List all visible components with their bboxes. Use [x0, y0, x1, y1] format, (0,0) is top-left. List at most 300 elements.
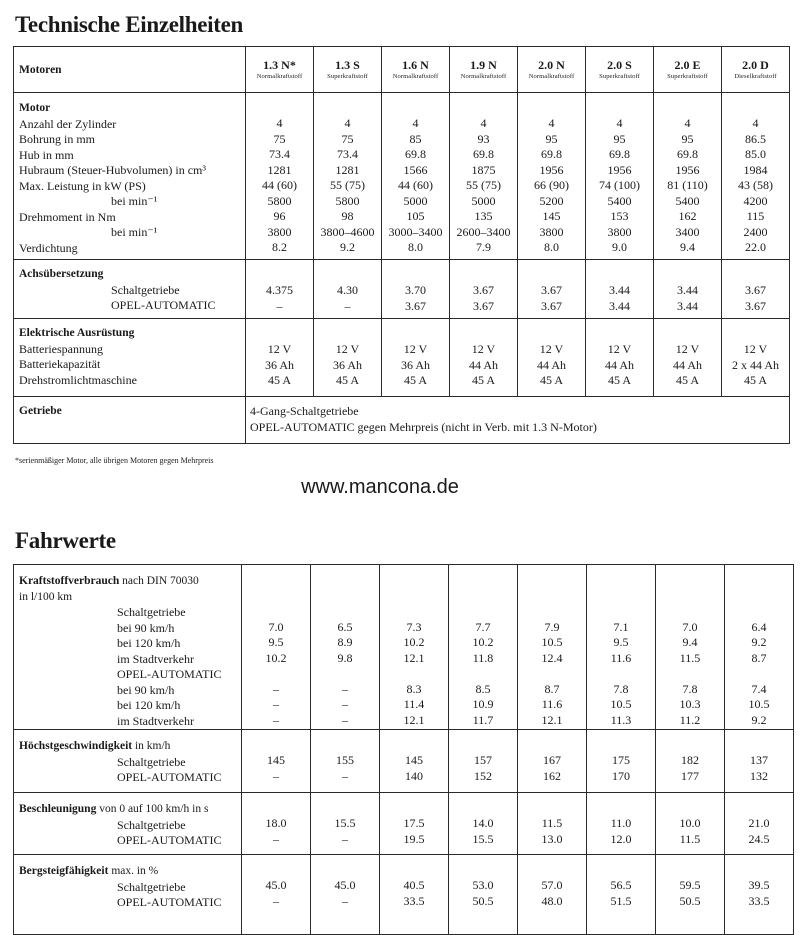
- beschl-label: Schaltgetriebe: [117, 817, 186, 832]
- hoechst-value: 177: [681, 768, 699, 783]
- beschl-value: 21.0: [748, 816, 770, 830]
- kraft-value: [449, 666, 517, 682]
- berg-value-cell: [311, 855, 380, 935]
- hoechst-value-cell: [242, 730, 311, 793]
- motor-value: 162: [678, 209, 697, 223]
- kraft-value: –: [273, 681, 279, 696]
- motor-value: 44 (60): [262, 178, 297, 192]
- kraft-value: 6.5: [337, 619, 353, 634]
- motor-value: 5000: [403, 193, 428, 208]
- kraft-value: –: [342, 712, 348, 727]
- elek-value-cell: [586, 319, 654, 397]
- kraft-value: 11.5: [679, 650, 701, 665]
- kraft-value-cell: [518, 565, 587, 730]
- engine-name: 2.0 S: [607, 58, 632, 72]
- motor-value: 22.0: [745, 240, 766, 254]
- kraft-value: 7.8: [613, 681, 629, 696]
- berg-value-cell: [518, 855, 587, 935]
- elek-label: Batteriekapazität: [19, 357, 101, 371]
- getriebe-heading: Getriebe: [19, 405, 62, 417]
- achs-value: 3.67: [541, 283, 562, 297]
- motor-label: Drehmoment in Nm: [19, 209, 116, 224]
- achs-value: 3.44: [609, 283, 630, 297]
- motoren-cell: [14, 47, 246, 93]
- beschl-value: 19.5: [403, 831, 425, 846]
- beschl-section: [14, 793, 794, 855]
- kraft-label: bei 90 km/h: [117, 620, 175, 635]
- beschl-value: 15.5: [334, 816, 356, 830]
- berg-value: 45.0: [334, 878, 356, 892]
- beschl-value-cell: [518, 793, 587, 855]
- motor-value: 7.9: [476, 240, 491, 254]
- achs-value-cell: [314, 260, 382, 319]
- hoechst-value: 175: [612, 753, 630, 767]
- achs-value: 3.67: [745, 298, 766, 313]
- hoechst-value: 137: [750, 753, 768, 767]
- motor-value: 9.2: [340, 240, 355, 254]
- kraft-value: 7.1: [613, 619, 629, 634]
- elek-value: 45 A: [267, 373, 291, 387]
- kraft-value: 11.8: [472, 650, 494, 665]
- engine-name: 2.0 D: [742, 58, 769, 72]
- elek-label: Batteriespannung: [19, 341, 103, 356]
- kraft-value: [311, 604, 379, 620]
- getriebe-line1: 4-Gang-Schaltgetriebe: [250, 404, 359, 418]
- motor-label: Hub in mm: [19, 147, 74, 162]
- motor-value: 4: [548, 116, 555, 130]
- hoechst-value: 132: [750, 768, 768, 783]
- kraft-value: [242, 666, 310, 682]
- kraft-value: 7.0: [268, 619, 284, 634]
- kraft-value: 9.5: [268, 635, 284, 649]
- hoechst-value: 152: [474, 768, 492, 783]
- motor-value: 3400: [675, 224, 700, 239]
- motor-value: 81 (110): [667, 178, 708, 192]
- kraft-value: 6.4: [751, 619, 767, 634]
- beschl-value-cell: [656, 793, 725, 855]
- hoechst-value: 162: [543, 768, 561, 783]
- motor-value: 1956: [539, 162, 564, 177]
- kraft-value: 8.7: [544, 681, 560, 696]
- berg-value-cell: [725, 855, 794, 935]
- kraft-value-cell: [449, 565, 518, 730]
- kraft-value-cell: [311, 565, 380, 730]
- kraft-value: 11.2: [679, 712, 701, 727]
- motor-value: 4: [616, 116, 623, 130]
- motor-value: 5000: [471, 193, 496, 208]
- motor-value: 5200: [539, 193, 564, 208]
- kraft-value: 8.5: [475, 681, 491, 696]
- motor-value: 3800: [607, 224, 632, 239]
- kraft-value: –: [342, 681, 348, 696]
- motor-value-cell: [722, 93, 790, 260]
- beschl-value: 12.0: [610, 831, 632, 846]
- hoechst-value: 145: [267, 753, 285, 767]
- hoechst-label: OPEL-AUTOMATIC: [117, 770, 222, 784]
- elek-value: 12 V: [539, 342, 564, 356]
- elek-value: 36 Ah: [264, 357, 294, 372]
- elek-label: Drehstromlichtmaschine: [19, 372, 137, 387]
- beschl-value-cell: [449, 793, 518, 855]
- achs-value: –: [276, 298, 283, 313]
- elek-value: 45 A: [607, 373, 631, 387]
- motor-value: 1875: [471, 162, 496, 177]
- motor-value: 55 (75): [330, 178, 365, 192]
- kraft-value: –: [273, 712, 279, 727]
- motor-value: 105: [406, 209, 425, 223]
- getriebe-line2: OPEL-AUTOMATIC gegen Mehrpreis (nicht in Verb. mit 1.3 N-Motor): [250, 419, 597, 434]
- beschl-value: 14.0: [472, 816, 494, 830]
- motor-value: 1566: [403, 162, 428, 177]
- kraft-value: 11.4: [403, 697, 425, 711]
- tech-title: Technische Einzelheiten: [15, 12, 244, 37]
- motor-value: 3000–3400: [388, 224, 443, 239]
- kraft-value: 10.3: [679, 697, 701, 711]
- achs-value: 3.70: [405, 283, 426, 297]
- kraft-value-cell: [242, 565, 311, 730]
- kraft-value: 7.3: [406, 619, 422, 634]
- elek-value: 45 A: [403, 373, 427, 387]
- achs-value-cell: [246, 260, 314, 319]
- achs-section: [14, 260, 790, 319]
- berg-heading: Bergsteigfähigkeit: [19, 865, 109, 877]
- hoechst-value-cell: [587, 730, 656, 793]
- elek-value: 44 Ah: [604, 357, 634, 372]
- engine-fuel: Normalkraftstoff: [460, 73, 507, 80]
- motor-value: 69.8: [677, 147, 698, 161]
- kraft-value-cell: [380, 565, 449, 730]
- motor-value: 2600–3400: [456, 224, 511, 239]
- berg-value: –: [273, 893, 279, 908]
- kraft-value: 9.2: [751, 635, 767, 649]
- hoechst-section: [14, 730, 794, 793]
- motor-value: 73.4: [337, 147, 358, 161]
- kraft-value: 8.7: [751, 650, 767, 665]
- berg-labels: [14, 855, 242, 935]
- motor-value: 75: [273, 131, 286, 146]
- kraft-value: 10.2: [265, 650, 287, 665]
- hoechst-value: 140: [405, 768, 423, 783]
- achs-value: 3.67: [473, 283, 494, 297]
- motor-label: bei min⁻¹: [111, 194, 158, 208]
- elek-value-cell: [382, 319, 450, 397]
- beschl-value-cell: [242, 793, 311, 855]
- motor-value: 43 (58): [738, 178, 773, 192]
- motor-value: 115: [746, 209, 765, 223]
- hoechst-value-cell: [311, 730, 380, 793]
- kraft-label: bei 90 km/h: [117, 682, 175, 697]
- elek-value-cell: [314, 319, 382, 397]
- beschl-label: OPEL-AUTOMATIC: [117, 833, 222, 847]
- motor-value: 8.0: [408, 240, 423, 254]
- berg-value-cell: [380, 855, 449, 935]
- kraft-value: 12.1: [403, 650, 425, 665]
- elek-value: 2 x 44 Ah: [731, 357, 779, 372]
- fahrwerte-table: [13, 564, 794, 935]
- elek-value: 44 Ah: [468, 357, 498, 372]
- kraft-section: [14, 565, 794, 730]
- motor-value: 4: [752, 116, 759, 130]
- motor-value: 5400: [675, 193, 700, 208]
- achs-value: 3.44: [677, 283, 698, 297]
- hoechst-value-cell: [449, 730, 518, 793]
- hoechst-heading: Höchstgeschwindigkeit: [19, 740, 133, 752]
- motor-value: 85: [409, 131, 422, 146]
- kraft-labels: [14, 565, 242, 730]
- achs-value: 3.44: [609, 298, 630, 313]
- engine-header-cell: [314, 47, 382, 93]
- motor-value: 44 (60): [398, 178, 433, 192]
- kraft-value-cell: [725, 565, 794, 730]
- hoechst-value-cell: [656, 730, 725, 793]
- achs-value: 4.375: [266, 283, 293, 297]
- achs-label: OPEL-AUTOMATIC: [111, 298, 216, 312]
- elek-value-cell: [518, 319, 586, 397]
- beschl-value: 11.0: [610, 816, 632, 830]
- motor-value: 95: [681, 131, 694, 146]
- engine-name: 2.0 E: [674, 58, 701, 72]
- kraft-heading: Kraftstoffverbrauch: [19, 575, 120, 587]
- kraft-value: 9.2: [751, 712, 767, 727]
- motor-value: 4: [344, 116, 351, 130]
- kraft-value: [449, 604, 517, 620]
- kraft-value: 8.9: [337, 635, 353, 649]
- engine-header-cell: [654, 47, 722, 93]
- berg-value-cell: [587, 855, 656, 935]
- getriebe-label-cell: [14, 397, 246, 444]
- motor-value: 85.0: [745, 147, 766, 161]
- elek-value: 45 A: [335, 373, 359, 387]
- engine-fuel: Superkraftstoff: [599, 73, 640, 80]
- motor-value: 4: [480, 116, 487, 130]
- engine-fuel: Normalkraftstoff: [392, 73, 439, 80]
- motor-value-cell: [654, 93, 722, 260]
- beschl-value: –: [273, 831, 279, 846]
- motor-value: 1984: [743, 162, 768, 177]
- kraft-value: [656, 604, 724, 620]
- berg-value: 50.5: [472, 893, 494, 908]
- motor-value: 75: [341, 131, 354, 146]
- motor-value: 1956: [607, 162, 632, 177]
- elek-value: 45 A: [539, 373, 563, 387]
- kraft-value: [656, 666, 724, 682]
- beschl-value-cell: [587, 793, 656, 855]
- kraft-value: [311, 666, 379, 682]
- elek-value: 45 A: [471, 373, 495, 387]
- kraft-heading-unit: in l/100 km: [19, 590, 73, 603]
- kraft-value: 7.4: [751, 681, 767, 696]
- elek-value: 44 Ah: [536, 357, 566, 372]
- engine-name: 1.3 S: [335, 58, 360, 72]
- elek-labels: [14, 319, 246, 397]
- beschl-value: 24.5: [748, 831, 770, 846]
- berg-section: [14, 855, 794, 935]
- elek-value: 12 V: [471, 342, 496, 356]
- kraft-value: 10.5: [541, 635, 563, 649]
- berg-value-cell: [656, 855, 725, 935]
- motor-value: 1956: [675, 162, 700, 177]
- elek-value: 45 A: [675, 373, 699, 387]
- fahrwerte-title: Fahrwerte: [15, 528, 116, 553]
- motoren-label: Motoren: [19, 64, 62, 76]
- elek-value: 36 Ah: [332, 357, 362, 372]
- achs-value-cell: [518, 260, 586, 319]
- berg-value-cell: [449, 855, 518, 935]
- motor-value: 2400: [743, 224, 768, 239]
- elek-value-cell: [654, 319, 722, 397]
- kraft-heading-norm: nach DIN 70030: [119, 575, 199, 587]
- hoechst-label: Schaltgetriebe: [117, 754, 186, 769]
- berg-value: 33.5: [403, 893, 425, 908]
- engine-header-cell: [382, 47, 450, 93]
- motor-value: 135: [474, 209, 493, 223]
- kraft-value: 10.2: [403, 635, 425, 649]
- berg-value: –: [342, 893, 348, 908]
- berg-value: 53.0: [472, 878, 494, 892]
- motor-value: 4: [276, 116, 283, 130]
- kraft-value: [380, 666, 448, 682]
- berg-value: 45.0: [265, 878, 287, 892]
- kraft-value: 7.0: [682, 619, 698, 634]
- kraft-label: im Stadtverkehr: [117, 651, 194, 666]
- motor-value: 95: [545, 131, 558, 146]
- kraft-value: 9.8: [337, 650, 353, 665]
- kraft-value: 12.1: [541, 712, 563, 727]
- motor-label: Verdichtung: [19, 240, 78, 255]
- achs-value: 4.30: [337, 283, 358, 297]
- beschl-labels: [14, 793, 242, 855]
- getriebe-section: [14, 397, 790, 444]
- motor-value: 66 (90): [534, 178, 569, 192]
- achs-value: 3.67: [541, 298, 562, 313]
- beschl-value: 13.0: [541, 831, 563, 846]
- beschl-heading: Beschleunigung: [19, 803, 97, 815]
- motor-value: 69.8: [405, 147, 426, 161]
- motor-value: 8.0: [544, 240, 559, 254]
- watermark-url: www.mancona.de: [301, 476, 459, 498]
- motor-value-cell: [586, 93, 654, 260]
- kraft-label: Schaltgetriebe: [117, 605, 186, 619]
- berg-value: 33.5: [748, 893, 770, 908]
- footnote: *serienmäßiger Motor, alle übrigen Motoren gegen Mehrpreis: [15, 456, 214, 465]
- elek-heading: Elektrische Ausrüstung: [19, 327, 135, 339]
- motor-labels: [14, 93, 246, 260]
- engine-header-cell: [246, 47, 314, 93]
- engine-header-cell: [722, 47, 790, 93]
- achs-value: 3.67: [745, 283, 766, 297]
- hoechst-heading-unit: in km/h: [132, 740, 171, 752]
- kraft-value: 11.6: [610, 650, 632, 665]
- motor-value: 96: [273, 209, 286, 223]
- kraft-value-cell: [587, 565, 656, 730]
- achs-value: 3.67: [473, 298, 494, 313]
- motor-value: 4: [684, 116, 691, 130]
- beschl-value: –: [342, 831, 348, 846]
- kraft-value: 10.2: [472, 635, 494, 649]
- motor-value: 98: [341, 209, 354, 223]
- motor-label: Hubraum (Steuer-Hubvolumen) in cm³: [19, 163, 206, 177]
- kraft-label: im Stadtverkehr: [117, 713, 194, 728]
- motor-value: 74 (100): [599, 178, 640, 192]
- motor-value: 69.8: [609, 147, 630, 161]
- motor-value: 69.8: [541, 147, 562, 161]
- motor-label: Anzahl der Zylinder: [19, 116, 117, 131]
- engine-header-row: [14, 47, 790, 93]
- kraft-value: –: [273, 697, 279, 711]
- motor-value: 145: [542, 209, 561, 223]
- motor-value-cell: [314, 93, 382, 260]
- engine-fuel: Superkraftstoff: [667, 73, 708, 80]
- hoechst-value: –: [273, 768, 279, 783]
- berg-heading-unit: max. in %: [108, 865, 159, 877]
- hoechst-value: 155: [336, 753, 354, 767]
- beschl-value: 11.5: [541, 816, 563, 830]
- elek-value: 12 V: [607, 342, 632, 356]
- motor-value: 55 (75): [466, 178, 501, 192]
- berg-label: OPEL-AUTOMATIC: [117, 895, 222, 909]
- hoechst-value: 170: [612, 768, 630, 783]
- hoechst-value: 167: [543, 753, 561, 767]
- elek-value: 12 V: [335, 342, 360, 356]
- engine-name: 2.0 N: [538, 58, 565, 72]
- engine-name: 1.9 N: [470, 58, 497, 72]
- kraft-value: 11.3: [610, 712, 632, 727]
- berg-value-cell: [242, 855, 311, 935]
- motor-value-cell: [246, 93, 314, 260]
- kraft-value: 10.5: [610, 697, 632, 711]
- motor-value: 1281: [335, 162, 360, 177]
- kraft-value: 7.8: [682, 681, 698, 696]
- motor-label: Bohrung in mm: [19, 132, 96, 146]
- motor-value: 69.8: [473, 147, 494, 161]
- berg-value: 50.5: [679, 893, 701, 908]
- berg-value: 56.5: [610, 878, 632, 892]
- berg-value: 59.5: [679, 878, 701, 892]
- kraft-label: bei 120 km/h: [117, 636, 181, 650]
- motor-value: 3800–4600: [320, 224, 375, 239]
- berg-value: 39.5: [748, 878, 770, 892]
- elek-value: 12 V: [675, 342, 700, 356]
- beschl-value: 11.5: [679, 831, 701, 846]
- motor-value-cell: [382, 93, 450, 260]
- kraft-label: bei 120 km/h: [117, 698, 181, 712]
- hoechst-value-cell: [725, 730, 794, 793]
- getriebe-text-cell: [246, 397, 790, 444]
- achs-labels: [14, 260, 246, 319]
- beschl-value: 18.0: [265, 816, 287, 830]
- hoechst-value-cell: [518, 730, 587, 793]
- motor-value: 86.5: [745, 131, 766, 146]
- kraft-value: 7.7: [475, 619, 491, 634]
- engine-fuel: Superkraftstoff: [327, 73, 368, 80]
- kraft-value: 11.6: [541, 697, 563, 711]
- elek-section: [14, 319, 790, 397]
- kraft-value: [725, 604, 793, 620]
- kraft-value: 11.7: [472, 712, 494, 727]
- tech-spec-table: [13, 46, 790, 444]
- beschl-value-cell: [725, 793, 794, 855]
- motor-value: 95: [613, 131, 626, 146]
- achs-value-cell: [450, 260, 518, 319]
- beschl-value: 17.5: [403, 816, 425, 830]
- motor-value: 9.4: [680, 240, 695, 254]
- kraft-value: 12.1: [403, 712, 425, 727]
- motor-value: 3800: [539, 224, 564, 239]
- kraft-value: [380, 604, 448, 620]
- motor-label: bei min⁻¹: [111, 225, 158, 239]
- elek-value: 12 V: [267, 342, 292, 356]
- achs-value-cell: [654, 260, 722, 319]
